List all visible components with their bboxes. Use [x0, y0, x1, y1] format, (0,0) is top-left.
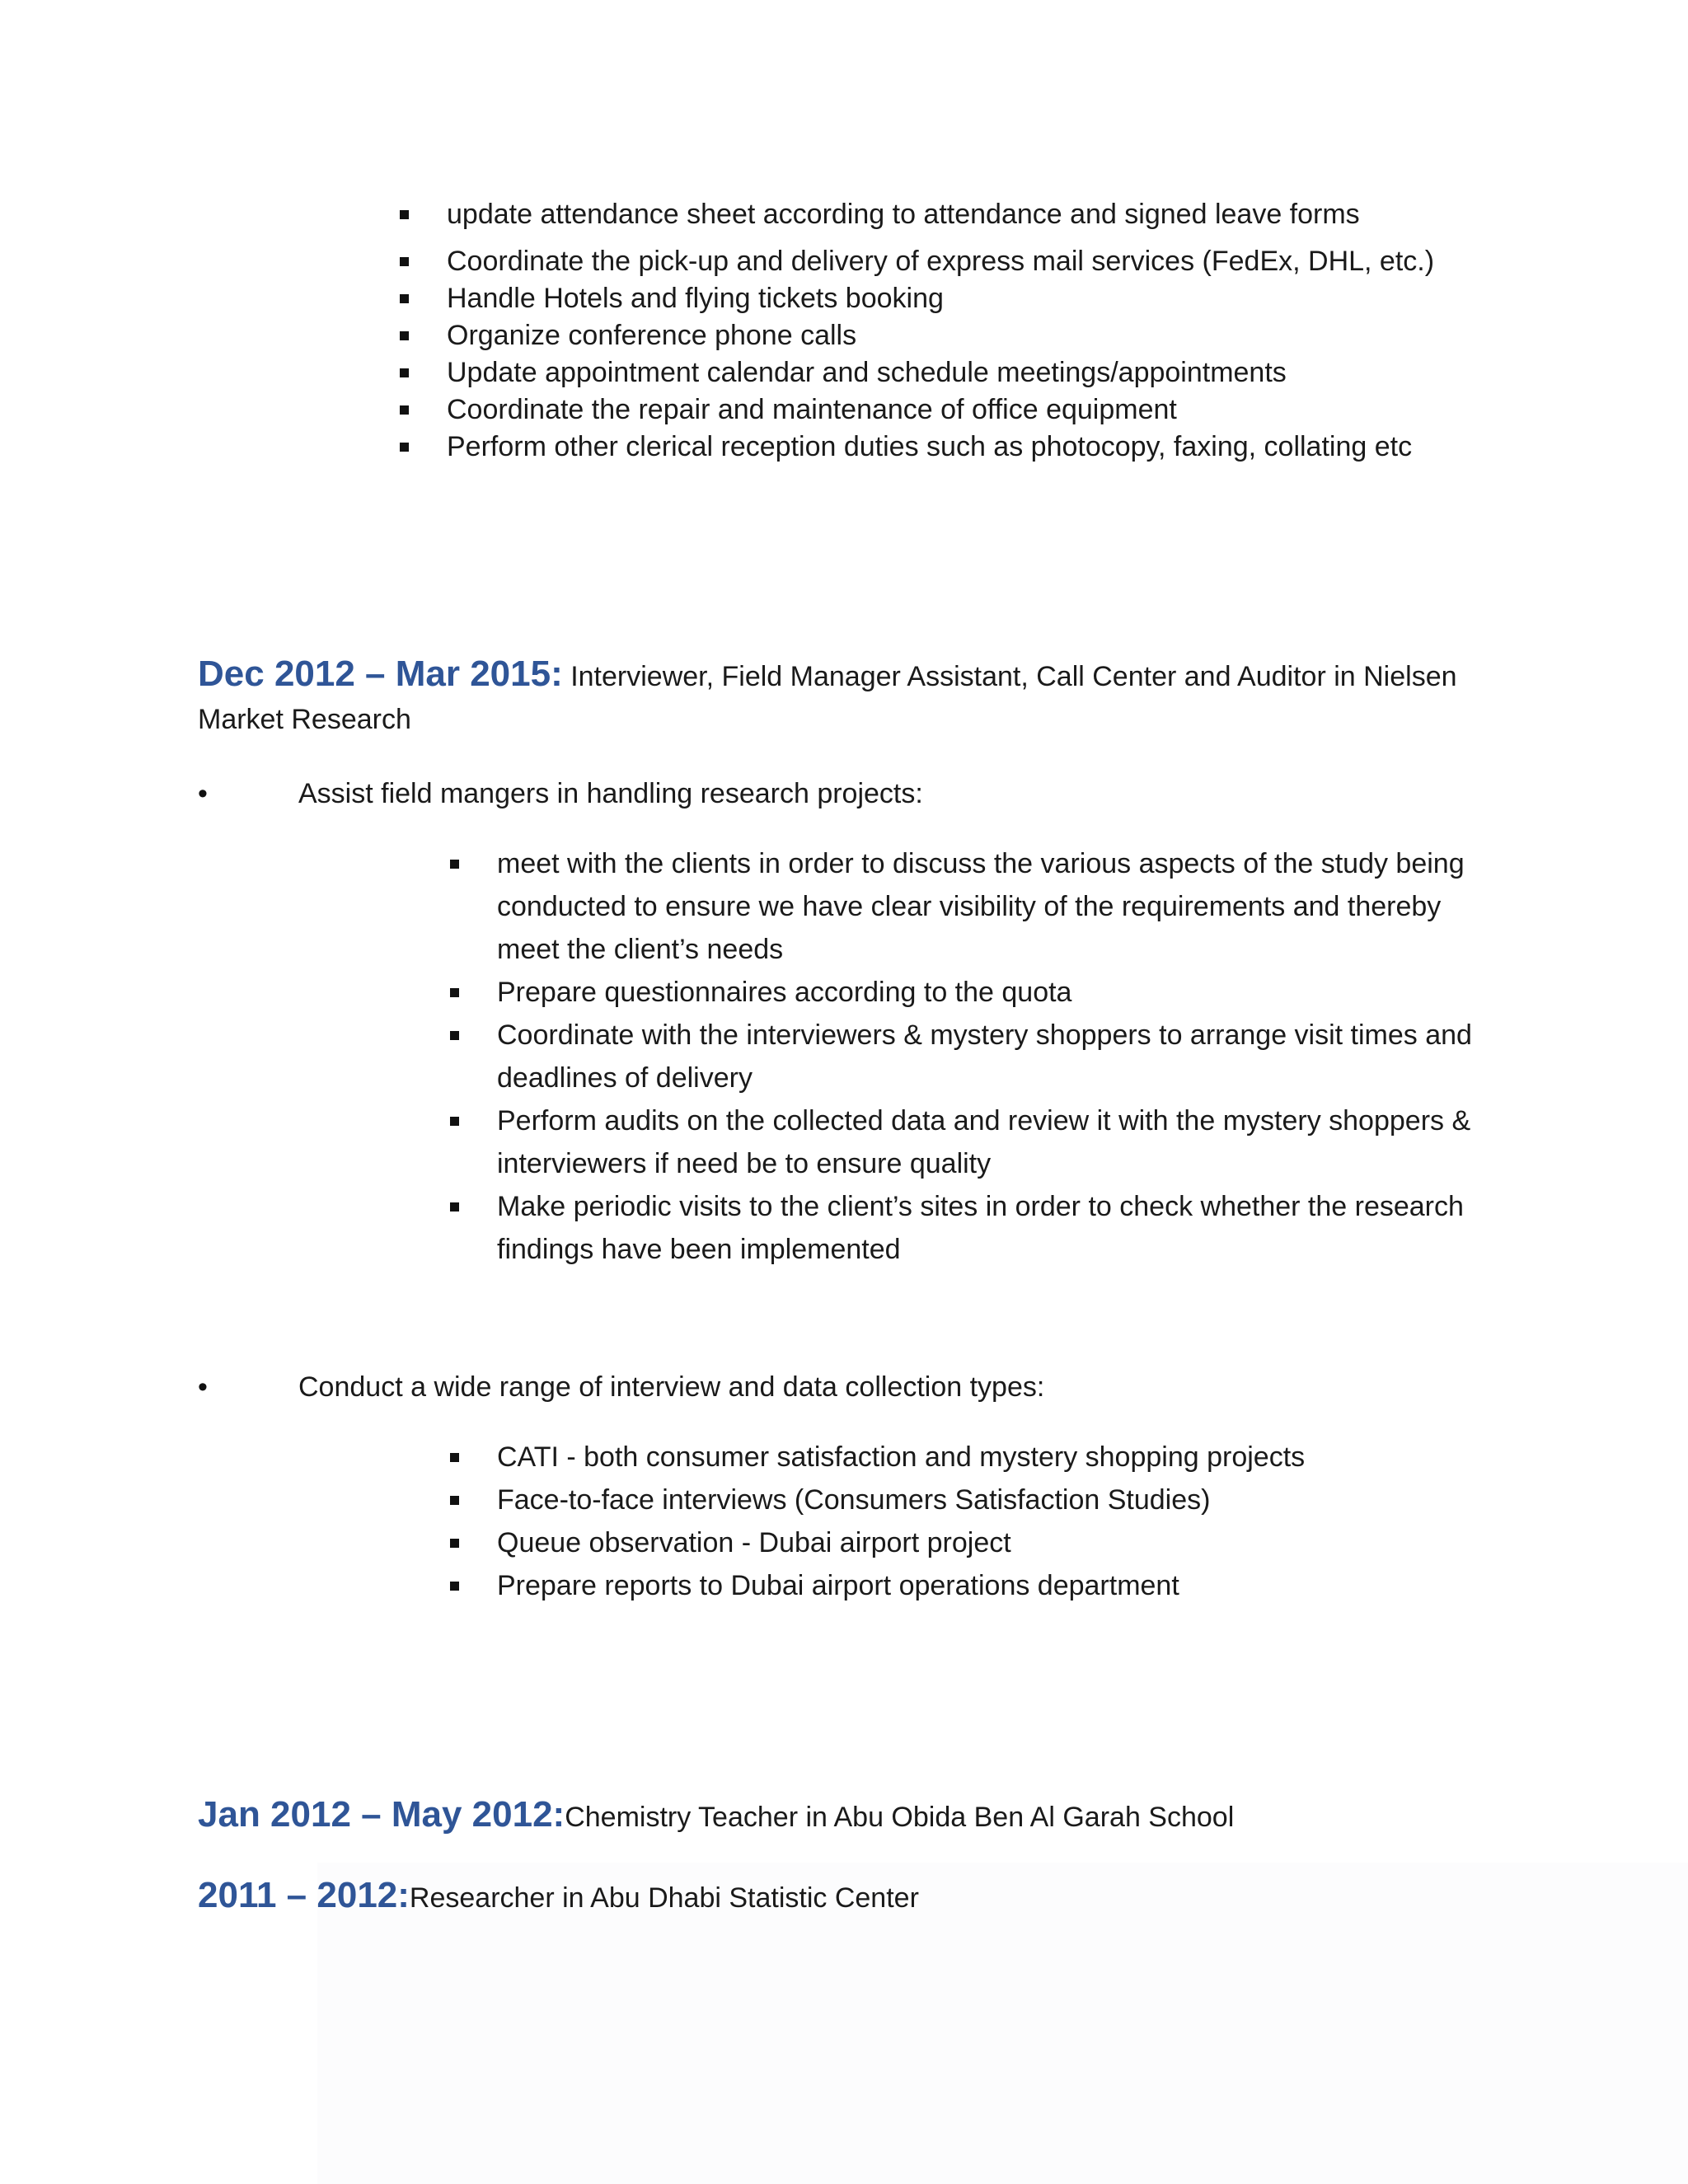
list-item-text: CATI - both consumer satisfaction and mystery shopping projects	[497, 1441, 1306, 1473]
list-item-text: Coordinate the pick-up and delivery of express mail services (FedEx, DHL, etc.)	[447, 246, 1435, 277]
square-bullet-icon	[450, 988, 459, 997]
list-item	[497, 1564, 1568, 1607]
square-bullet-icon	[450, 1582, 459, 1591]
square-bullet-icon	[450, 1496, 459, 1505]
list-item	[497, 971, 1503, 1014]
list-item	[497, 1479, 1568, 1521]
round-bullet-icon: •	[198, 1371, 208, 1403]
conduct-heading	[198, 1369, 1044, 1406]
job-role: Interviewer, Field Manager Assistant, Call Center and Auditor in Nielsen Market Research	[198, 661, 1457, 735]
list-item-text: Queue observation - Dubai airport project	[497, 1527, 1011, 1558]
square-bullet-icon	[400, 368, 409, 377]
top-duties-list	[447, 196, 1601, 466]
list-item	[447, 196, 1601, 233]
job-heading-statistic-center	[198, 1874, 1517, 1919]
square-bullet-icon	[450, 1202, 459, 1212]
square-bullet-icon	[450, 1117, 459, 1126]
list-item	[447, 243, 1601, 280]
square-bullet-icon	[400, 294, 409, 303]
square-bullet-icon	[450, 1539, 459, 1548]
round-bullet-icon: •	[198, 778, 208, 809]
job-role: Chemistry Teacher in Abu Obida Ben Al Garah School	[565, 1802, 1235, 1833]
list-item-text: Update appointment calendar and schedule meetings/appointments	[447, 357, 1287, 388]
list-item-text: Perform other clerical reception duties such as photocopy, faxing, collating etc	[447, 431, 1413, 462]
square-bullet-icon	[400, 210, 409, 219]
list-item	[497, 1185, 1503, 1271]
job-dates: Jan 2012 – May 2012:	[198, 1794, 565, 1835]
job-role: Researcher in Abu Dhabi Statistic Center	[409, 1882, 919, 1914]
list-item	[497, 1014, 1503, 1099]
job-heading-nielsen	[198, 653, 1517, 741]
square-bullet-icon	[400, 405, 409, 415]
list-item-text: Coordinate with the interviewers & mystery shoppers to arrange visit times and deadlines of delivery	[497, 1019, 1472, 1094]
list-item-text: update attendance sheet according to attendance and signed leave forms	[447, 199, 1360, 230]
job-dates: 2011 – 2012:	[198, 1875, 410, 1915]
square-bullet-icon	[400, 257, 409, 266]
list-item-text: Handle Hotels and flying tickets booking	[447, 283, 944, 314]
list-item	[497, 1521, 1568, 1564]
square-bullet-icon	[450, 1453, 459, 1462]
assist-heading	[198, 776, 923, 813]
conduct-types-list	[497, 1436, 1568, 1607]
square-bullet-icon	[400, 443, 409, 452]
list-item-text: Coordinate the repair and maintenance of office equipment	[447, 394, 1177, 425]
list-item	[447, 317, 1601, 354]
list-item-text: Face-to-face interviews (Consumers Satisfaction Studies)	[497, 1484, 1211, 1516]
list-item-text: Perform audits on the collected data and review it with the mystery shoppers & interviewers if need be to ensure quality	[497, 1105, 1471, 1179]
list-item	[447, 354, 1601, 391]
list-item-text: Organize conference phone calls	[447, 320, 857, 351]
list-item-text: Prepare reports to Dubai airport operations department	[497, 1570, 1179, 1601]
list-item-text: meet with the clients in order to discuss the various aspects of the study being conducted to ensure we have clear visibility of the requirements and thereby meet the client’s needs	[497, 848, 1465, 965]
list-item	[447, 429, 1601, 466]
square-bullet-icon	[450, 1031, 459, 1040]
list-item-text: Make periodic visits to the client’s sites in order to check whether the research findings have been implemented	[497, 1191, 1464, 1265]
list-item-text: Prepare questionnaires according to the quota	[497, 977, 1072, 1008]
list-item	[447, 391, 1601, 429]
list-item	[447, 280, 1601, 317]
assist-duties-list	[497, 842, 1503, 1271]
list-item	[497, 842, 1503, 971]
square-bullet-icon	[400, 331, 409, 340]
bullet-heading-text: Conduct a wide range of interview and data collection types:	[298, 1371, 1045, 1403]
square-bullet-icon	[450, 860, 459, 869]
job-heading-school	[198, 1793, 1517, 1839]
bullet-heading-text: Assist field mangers in handling research projects:	[298, 778, 923, 809]
list-item	[497, 1099, 1503, 1185]
list-item	[497, 1436, 1568, 1479]
job-dates: Dec 2012 – Mar 2015:	[198, 654, 563, 694]
